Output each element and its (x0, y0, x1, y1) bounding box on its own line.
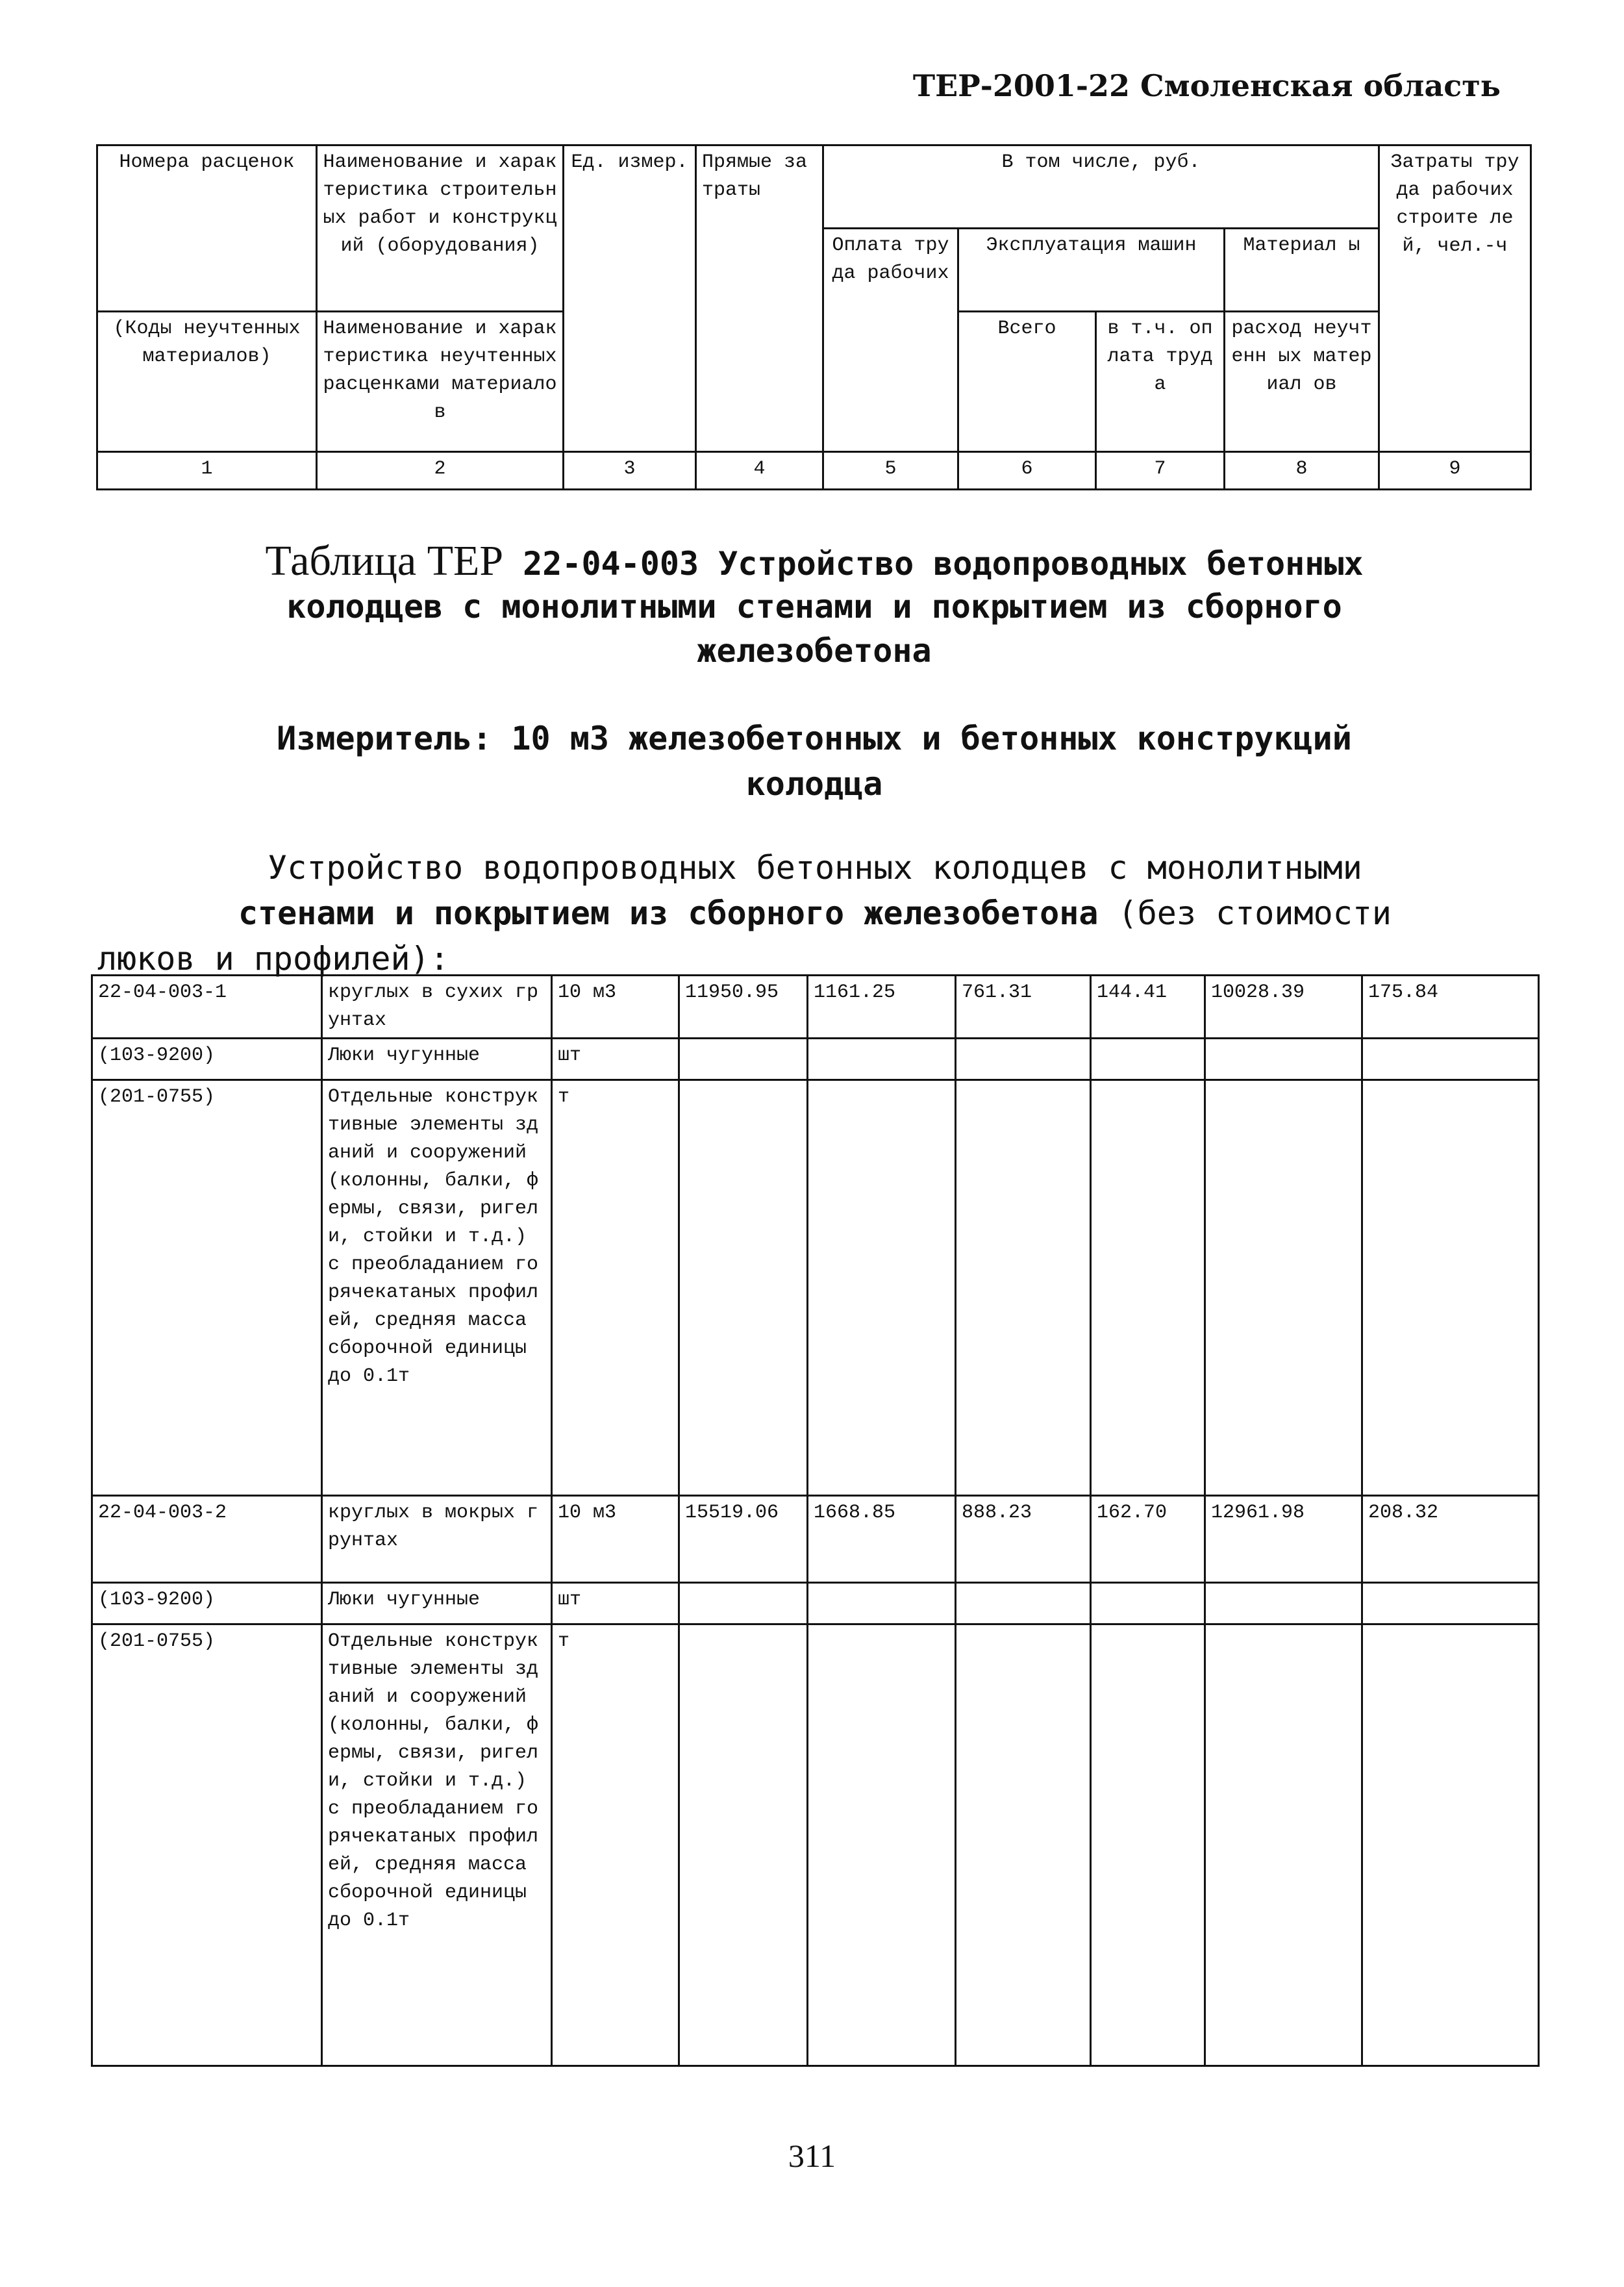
subtitle-line-2 (117, 890, 1513, 937)
row-machines (956, 1039, 1091, 1080)
header-including: В том числе, руб. (823, 145, 1379, 229)
row-direct (679, 1583, 808, 1624)
row-materials (1205, 1039, 1362, 1080)
row-direct (679, 1080, 808, 1496)
row-name: Люки чугунные (322, 1583, 552, 1624)
table-title-line-1 (91, 539, 1538, 586)
row-unit: шт (552, 1039, 679, 1080)
row-machines-wages: 162.70 (1091, 1496, 1205, 1583)
table-row (92, 976, 1539, 1039)
row-direct: 15519.06 (679, 1496, 808, 1583)
header-rate-number: Номера расценок (97, 145, 317, 312)
row-materials (1205, 1080, 1362, 1496)
row-machines: 761.31 (956, 976, 1091, 1039)
header-unit: Ед. измер. (564, 145, 696, 452)
header-labor-cost: Затраты труда рабочих строите лей, чел.-ч (1379, 145, 1531, 452)
rates-table (91, 974, 1540, 2067)
table-title-line-2: колодцев с монолитными стенами и покрытием из сборного (286, 588, 1342, 625)
col-number: 7 (1096, 452, 1225, 490)
row-wages (808, 1624, 956, 2066)
page-header-title: ТЕР-2001-22 Смоленская область (912, 68, 1501, 103)
table-row (92, 1583, 1539, 1624)
col-number: 6 (958, 452, 1096, 490)
row-wages (808, 1583, 956, 1624)
col-number: 8 (1225, 452, 1379, 490)
col-number: 4 (696, 452, 823, 490)
row-code: 22-04-003-2 (92, 1496, 322, 1583)
row-name: Люки чугунные (322, 1039, 552, 1080)
row-labor: 208.32 (1362, 1496, 1539, 1583)
subtitle-normal: (без стоимости (1098, 894, 1392, 932)
row-labor (1362, 1624, 1539, 2066)
page-number: 311 (788, 2138, 836, 2174)
header-unaccounted-consumption: расход неучтенн ых материал ов (1225, 312, 1379, 452)
table-title-prefix: Таблица ТЕР (265, 537, 504, 585)
column-header-table (96, 144, 1532, 490)
header-name-unaccounted: Наименование и характеристика неучтенных расценками материалов (317, 312, 564, 452)
subtitle-line-3: люков и профилей): (97, 940, 449, 978)
row-direct (679, 1039, 808, 1080)
col-number: 5 (823, 452, 958, 490)
row-direct: 11950.95 (679, 976, 808, 1039)
row-machines-wages (1091, 1583, 1205, 1624)
row-wages (808, 1039, 956, 1080)
row-machines (956, 1080, 1091, 1496)
row-labor (1362, 1039, 1539, 1080)
row-direct (679, 1624, 808, 2066)
header-machines-total: Всего (958, 312, 1096, 452)
row-code: (201-0755) (92, 1624, 322, 2066)
col-number: 3 (564, 452, 696, 490)
subtitle-line-1: Устройство водопроводных бетонных колодцев с монолитными (268, 849, 1362, 887)
row-name: круглых в сухих грунтах (322, 976, 552, 1039)
header-direct-costs: Прямые затраты (696, 145, 823, 452)
row-labor (1362, 1583, 1539, 1624)
row-unit: т (552, 1080, 679, 1496)
row-unit: т (552, 1624, 679, 2066)
header-materials: Материал ы (1225, 229, 1379, 312)
row-materials: 12961.98 (1205, 1496, 1362, 1583)
row-wages (808, 1080, 956, 1496)
header-machines: Эксплуатация машин (958, 229, 1225, 312)
table-row (92, 1080, 1539, 1496)
col-number: 1 (97, 452, 317, 490)
table-row (92, 1624, 1539, 2066)
subtitle-bold: стенами и покрытием из сборного железобетона (238, 894, 1099, 932)
row-machines (956, 1624, 1091, 2066)
row-machines (956, 1583, 1091, 1624)
table-title-rest: 22-04-003 Устройство водопроводных бетонных (503, 545, 1364, 583)
row-machines-wages (1091, 1624, 1205, 2066)
row-unit: 10 м3 (552, 1496, 679, 1583)
row-labor: 175.84 (1362, 976, 1539, 1039)
meter-line-1: Измеритель: 10 м3 железобетонных и бетонных конструкций (277, 720, 1352, 757)
row-code: (103-9200) (92, 1039, 322, 1080)
row-wages: 1161.25 (808, 976, 956, 1039)
row-unit: шт (552, 1583, 679, 1624)
header-incl-wages: в т.ч. оплата труда (1096, 312, 1225, 452)
header-codes: (Коды неучтенных материалов) (97, 312, 317, 452)
header-wages: Оплата труда рабочих (823, 229, 958, 452)
row-materials (1205, 1624, 1362, 2066)
row-unit: 10 м3 (552, 976, 679, 1039)
row-name: Отдельные конструктивные элементы зданий и сооружений(колонны, балки, фермы, связи, ригели, стойки и т.д.) с преобладанием горячекатаных профилей, средняя масса сборочной единицы до 0.1т (322, 1080, 552, 1496)
row-materials (1205, 1583, 1362, 1624)
row-labor (1362, 1080, 1539, 1496)
row-name: круглых в мокрых грунтах (322, 1496, 552, 1583)
row-name: Отдельные конструктивные элементы зданий и сооружений(колонны, балки, фермы, связи, ригели, стойки и т.д.) с преобладанием горячекатаных профилей, средняя масса сборочной единицы до 0.1т (322, 1624, 552, 2066)
col-number: 2 (317, 452, 564, 490)
col-number: 9 (1379, 452, 1531, 490)
row-code: 22-04-003-1 (92, 976, 322, 1039)
row-materials: 10028.39 (1205, 976, 1362, 1039)
row-machines-wages (1091, 1039, 1205, 1080)
row-machines-wages: 144.41 (1091, 976, 1205, 1039)
row-machines: 888.23 (956, 1496, 1091, 1583)
row-code: (201-0755) (92, 1080, 322, 1496)
meter-line-2: колодца (745, 765, 883, 803)
row-code: (103-9200) (92, 1583, 322, 1624)
table-title-line-3: железобетона (697, 632, 932, 670)
header-name: Наименование и характеристика строительных работ и конструкций (оборудования) (317, 145, 564, 312)
table-row (92, 1496, 1539, 1583)
row-wages: 1668.85 (808, 1496, 956, 1583)
row-machines-wages (1091, 1080, 1205, 1496)
table-row (92, 1039, 1539, 1080)
